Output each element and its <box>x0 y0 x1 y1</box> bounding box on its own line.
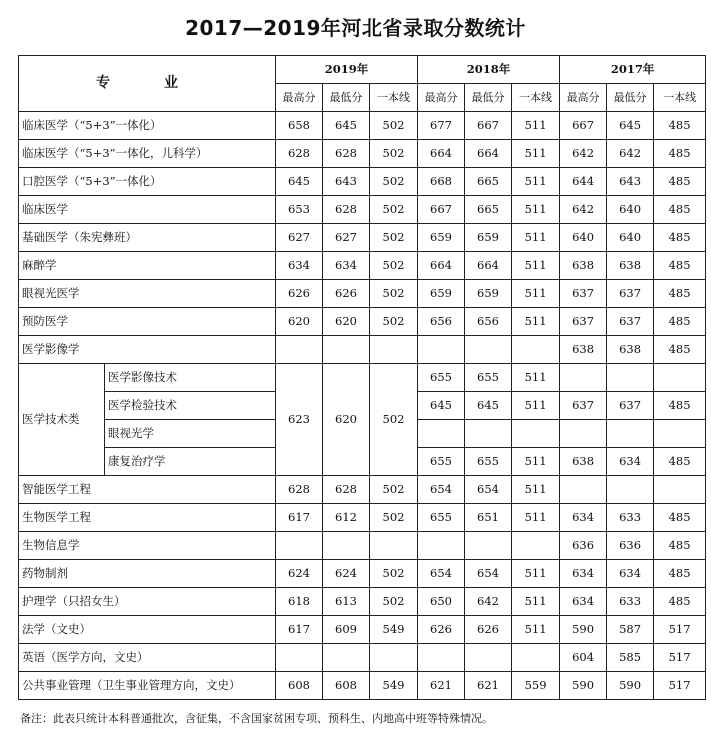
score-cell: 634 <box>276 252 323 280</box>
score-cell <box>418 644 465 672</box>
score-cell: 511 <box>512 252 560 280</box>
score-cell: 511 <box>512 504 560 532</box>
major-name: 生物信息学 <box>19 532 276 560</box>
score-cell: 636 <box>607 532 654 560</box>
table-row <box>19 112 706 140</box>
score-cell <box>418 532 465 560</box>
score-cell: 659 <box>418 280 465 308</box>
score-cell: 645 <box>465 392 512 420</box>
score-cell: 621 <box>465 672 512 700</box>
table-row <box>19 644 706 672</box>
table-row <box>19 672 706 700</box>
col-line: 一本线 <box>512 84 560 112</box>
table-row <box>19 336 706 364</box>
score-cell: 643 <box>607 168 654 196</box>
score-cell: 628 <box>323 196 370 224</box>
score-cell: 620 <box>276 308 323 336</box>
score-cell: 634 <box>560 560 607 588</box>
score-cell: 643 <box>323 168 370 196</box>
table-row <box>19 140 706 168</box>
table-row <box>19 196 706 224</box>
score-cell <box>323 336 370 364</box>
score-cell: 511 <box>512 448 560 476</box>
score-cell: 609 <box>323 616 370 644</box>
score-cell: 624 <box>323 560 370 588</box>
score-cell: 645 <box>418 392 465 420</box>
score-cell: 645 <box>276 168 323 196</box>
score-cell: 511 <box>512 196 560 224</box>
score-cell: 485 <box>654 196 706 224</box>
score-cell: 654 <box>418 476 465 504</box>
table-row <box>19 252 706 280</box>
score-cell: 634 <box>323 252 370 280</box>
score-cell: 627 <box>323 224 370 252</box>
score-cell: 608 <box>276 672 323 700</box>
score-cell <box>607 420 654 448</box>
col-max: 最高分 <box>418 84 465 112</box>
score-cell: 642 <box>607 140 654 168</box>
score-cell: 511 <box>512 560 560 588</box>
score-cell: 517 <box>654 672 706 700</box>
table-row <box>19 476 706 504</box>
score-cell: 511 <box>512 168 560 196</box>
score-cell: 628 <box>323 476 370 504</box>
score-cell: 502 <box>370 252 418 280</box>
score-cell: 485 <box>654 532 706 560</box>
score-cell: 637 <box>607 280 654 308</box>
score-cell: 659 <box>418 224 465 252</box>
score-cell: 633 <box>607 588 654 616</box>
score-cell: 502 <box>370 308 418 336</box>
score-cell: 653 <box>276 196 323 224</box>
score-cell: 617 <box>276 616 323 644</box>
score-cell: 485 <box>654 280 706 308</box>
score-table <box>18 55 706 700</box>
score-cell: 665 <box>465 196 512 224</box>
score-cell: 604 <box>560 644 607 672</box>
score-cell: 677 <box>418 112 465 140</box>
score-cell: 654 <box>465 560 512 588</box>
score-cell <box>607 364 654 392</box>
major-name: 口腔医学（“5+3”一体化） <box>19 168 276 196</box>
score-cell: 485 <box>654 252 706 280</box>
score-cell: 502 <box>370 476 418 504</box>
score-cell <box>276 532 323 560</box>
score-cell: 587 <box>607 616 654 644</box>
sub-major-name: 医学影像技术 <box>105 364 276 392</box>
major-name: 护理学（只招女生） <box>19 588 276 616</box>
score-cell <box>418 420 465 448</box>
score-cell: 485 <box>654 140 706 168</box>
score-cell: 634 <box>560 504 607 532</box>
score-cell: 656 <box>465 308 512 336</box>
score-cell: 642 <box>560 196 607 224</box>
major-name: 智能医学工程 <box>19 476 276 504</box>
col-max: 最高分 <box>276 84 323 112</box>
major-name: 英语（医学方向，文史） <box>19 644 276 672</box>
score-cell: 517 <box>654 644 706 672</box>
score-cell: 642 <box>465 588 512 616</box>
score-cell: 668 <box>418 168 465 196</box>
major-name: 基础医学（朱宪彝班） <box>19 224 276 252</box>
score-cell: 645 <box>323 112 370 140</box>
score-cell: 645 <box>607 112 654 140</box>
year-header: 2018年 <box>418 56 560 84</box>
score-cell: 655 <box>465 364 512 392</box>
table-row <box>19 308 706 336</box>
major-name: 眼视光医学 <box>19 280 276 308</box>
score-cell: 638 <box>607 252 654 280</box>
score-cell: 485 <box>654 336 706 364</box>
table-row <box>19 588 706 616</box>
major-name: 临床医学（“5+3”一体化） <box>19 112 276 140</box>
score-cell <box>512 336 560 364</box>
score-cell: 485 <box>654 168 706 196</box>
score-cell: 608 <box>323 672 370 700</box>
score-cell <box>512 532 560 560</box>
score-cell <box>654 420 706 448</box>
score-cell: 644 <box>560 168 607 196</box>
major-name: 医学影像学 <box>19 336 276 364</box>
score-cell <box>512 644 560 672</box>
score-cell: 623 <box>276 364 323 476</box>
score-cell: 620 <box>323 308 370 336</box>
score-cell: 517 <box>654 616 706 644</box>
score-cell: 511 <box>512 392 560 420</box>
score-cell: 640 <box>560 224 607 252</box>
score-cell: 640 <box>607 196 654 224</box>
score-cell <box>323 644 370 672</box>
score-cell: 590 <box>607 672 654 700</box>
score-cell: 654 <box>465 476 512 504</box>
score-cell <box>370 644 418 672</box>
score-cell: 613 <box>323 588 370 616</box>
score-cell: 637 <box>560 392 607 420</box>
col-min: 最低分 <box>465 84 512 112</box>
table-row <box>19 616 706 644</box>
score-cell: 511 <box>512 280 560 308</box>
score-cell: 650 <box>418 588 465 616</box>
score-cell: 638 <box>560 252 607 280</box>
major-name: 生物医学工程 <box>19 504 276 532</box>
score-cell: 590 <box>560 616 607 644</box>
score-cell <box>370 532 418 560</box>
major-name: 临床医学（“5+3”一体化，儿科学） <box>19 140 276 168</box>
major-name: 公共事业管理（卫生事业管理方向，文史） <box>19 672 276 700</box>
score-cell: 655 <box>418 504 465 532</box>
score-cell <box>654 364 706 392</box>
score-cell: 511 <box>512 588 560 616</box>
table-row <box>19 504 706 532</box>
table-row <box>19 364 706 392</box>
score-cell: 633 <box>607 504 654 532</box>
score-cell: 655 <box>418 448 465 476</box>
score-cell <box>465 644 512 672</box>
score-cell: 642 <box>560 140 607 168</box>
table-row <box>19 560 706 588</box>
score-cell: 549 <box>370 672 418 700</box>
page-title: 2017—2019年河北省录取分数统计 <box>185 16 526 40</box>
col-min: 最低分 <box>607 84 654 112</box>
score-cell: 628 <box>323 140 370 168</box>
score-cell: 485 <box>654 224 706 252</box>
score-cell: 656 <box>418 308 465 336</box>
score-cell <box>276 336 323 364</box>
score-cell: 502 <box>370 560 418 588</box>
major-name: 麻醉学 <box>19 252 276 280</box>
score-cell: 621 <box>418 672 465 700</box>
score-cell: 612 <box>323 504 370 532</box>
score-cell: 667 <box>465 112 512 140</box>
score-cell: 549 <box>370 616 418 644</box>
col-min: 最低分 <box>323 84 370 112</box>
score-cell: 664 <box>418 252 465 280</box>
score-cell: 511 <box>512 140 560 168</box>
score-cell: 634 <box>560 588 607 616</box>
score-cell: 485 <box>654 504 706 532</box>
score-cell: 502 <box>370 168 418 196</box>
score-cell <box>560 420 607 448</box>
score-cell: 502 <box>370 112 418 140</box>
col-line: 一本线 <box>654 84 706 112</box>
score-cell: 667 <box>560 112 607 140</box>
score-cell: 485 <box>654 560 706 588</box>
score-cell: 637 <box>607 308 654 336</box>
year-header: 2017年 <box>560 56 706 84</box>
score-cell: 485 <box>654 392 706 420</box>
year-header: 2019年 <box>276 56 418 84</box>
score-cell: 634 <box>607 560 654 588</box>
sub-major-name: 医学检验技术 <box>105 392 276 420</box>
score-cell: 511 <box>512 616 560 644</box>
score-cell: 638 <box>560 448 607 476</box>
score-cell: 637 <box>607 392 654 420</box>
score-cell: 502 <box>370 364 418 476</box>
score-cell: 638 <box>560 336 607 364</box>
score-cell: 655 <box>418 364 465 392</box>
footnote: 备注：此表只统计本科普通批次，含征集，不含国家贫困专项、预科生、内地高中班等特殊情况。 <box>20 712 493 725</box>
score-cell: 502 <box>370 504 418 532</box>
score-cell <box>560 476 607 504</box>
score-cell <box>512 420 560 448</box>
score-cell: 617 <box>276 504 323 532</box>
score-cell <box>465 532 512 560</box>
major-name: 临床医学 <box>19 196 276 224</box>
score-cell: 626 <box>465 616 512 644</box>
score-cell: 511 <box>512 224 560 252</box>
score-cell: 511 <box>512 308 560 336</box>
score-cell: 559 <box>512 672 560 700</box>
score-cell: 502 <box>370 196 418 224</box>
score-cell: 664 <box>418 140 465 168</box>
score-cell: 485 <box>654 112 706 140</box>
score-cell: 628 <box>276 140 323 168</box>
score-cell: 511 <box>512 476 560 504</box>
score-cell: 485 <box>654 308 706 336</box>
score-cell: 637 <box>560 280 607 308</box>
score-cell: 636 <box>560 532 607 560</box>
score-cell: 655 <box>465 448 512 476</box>
score-cell: 665 <box>465 168 512 196</box>
table-row <box>19 532 706 560</box>
score-cell <box>465 420 512 448</box>
score-cell: 502 <box>370 588 418 616</box>
table-row <box>19 224 706 252</box>
col-max: 最高分 <box>560 84 607 112</box>
score-cell: 659 <box>465 280 512 308</box>
score-cell: 654 <box>418 560 465 588</box>
score-cell: 640 <box>607 224 654 252</box>
score-cell: 585 <box>607 644 654 672</box>
score-cell <box>323 532 370 560</box>
score-cell: 651 <box>465 504 512 532</box>
score-cell <box>370 336 418 364</box>
score-cell: 664 <box>465 252 512 280</box>
score-cell: 637 <box>560 308 607 336</box>
score-cell: 485 <box>654 588 706 616</box>
score-cell <box>465 336 512 364</box>
major-header: 专 业 <box>19 56 276 112</box>
major-name: 预防医学 <box>19 308 276 336</box>
score-cell <box>276 644 323 672</box>
major-group-name: 医学技术类 <box>19 364 105 476</box>
score-cell: 618 <box>276 588 323 616</box>
major-name: 法学（文史） <box>19 616 276 644</box>
score-cell <box>654 476 706 504</box>
score-cell: 502 <box>370 224 418 252</box>
score-cell <box>418 336 465 364</box>
score-cell: 658 <box>276 112 323 140</box>
table-row <box>19 168 706 196</box>
score-cell: 620 <box>323 364 370 476</box>
score-cell: 590 <box>560 672 607 700</box>
score-cell: 511 <box>512 364 560 392</box>
major-name: 药物制剂 <box>19 560 276 588</box>
sub-major-name: 康复治疗学 <box>105 448 276 476</box>
score-cell: 667 <box>418 196 465 224</box>
score-cell: 634 <box>607 448 654 476</box>
score-cell: 664 <box>465 140 512 168</box>
score-cell: 502 <box>370 280 418 308</box>
score-cell: 485 <box>654 448 706 476</box>
table-row <box>19 280 706 308</box>
sub-major-name: 眼视光学 <box>105 420 276 448</box>
score-cell: 626 <box>323 280 370 308</box>
score-cell: 627 <box>276 224 323 252</box>
score-cell: 638 <box>607 336 654 364</box>
score-cell: 624 <box>276 560 323 588</box>
score-cell: 659 <box>465 224 512 252</box>
score-cell: 626 <box>418 616 465 644</box>
score-cell: 511 <box>512 112 560 140</box>
col-line: 一本线 <box>370 84 418 112</box>
score-cell <box>560 364 607 392</box>
score-cell: 626 <box>276 280 323 308</box>
score-cell: 628 <box>276 476 323 504</box>
score-cell <box>607 476 654 504</box>
score-cell: 502 <box>370 140 418 168</box>
